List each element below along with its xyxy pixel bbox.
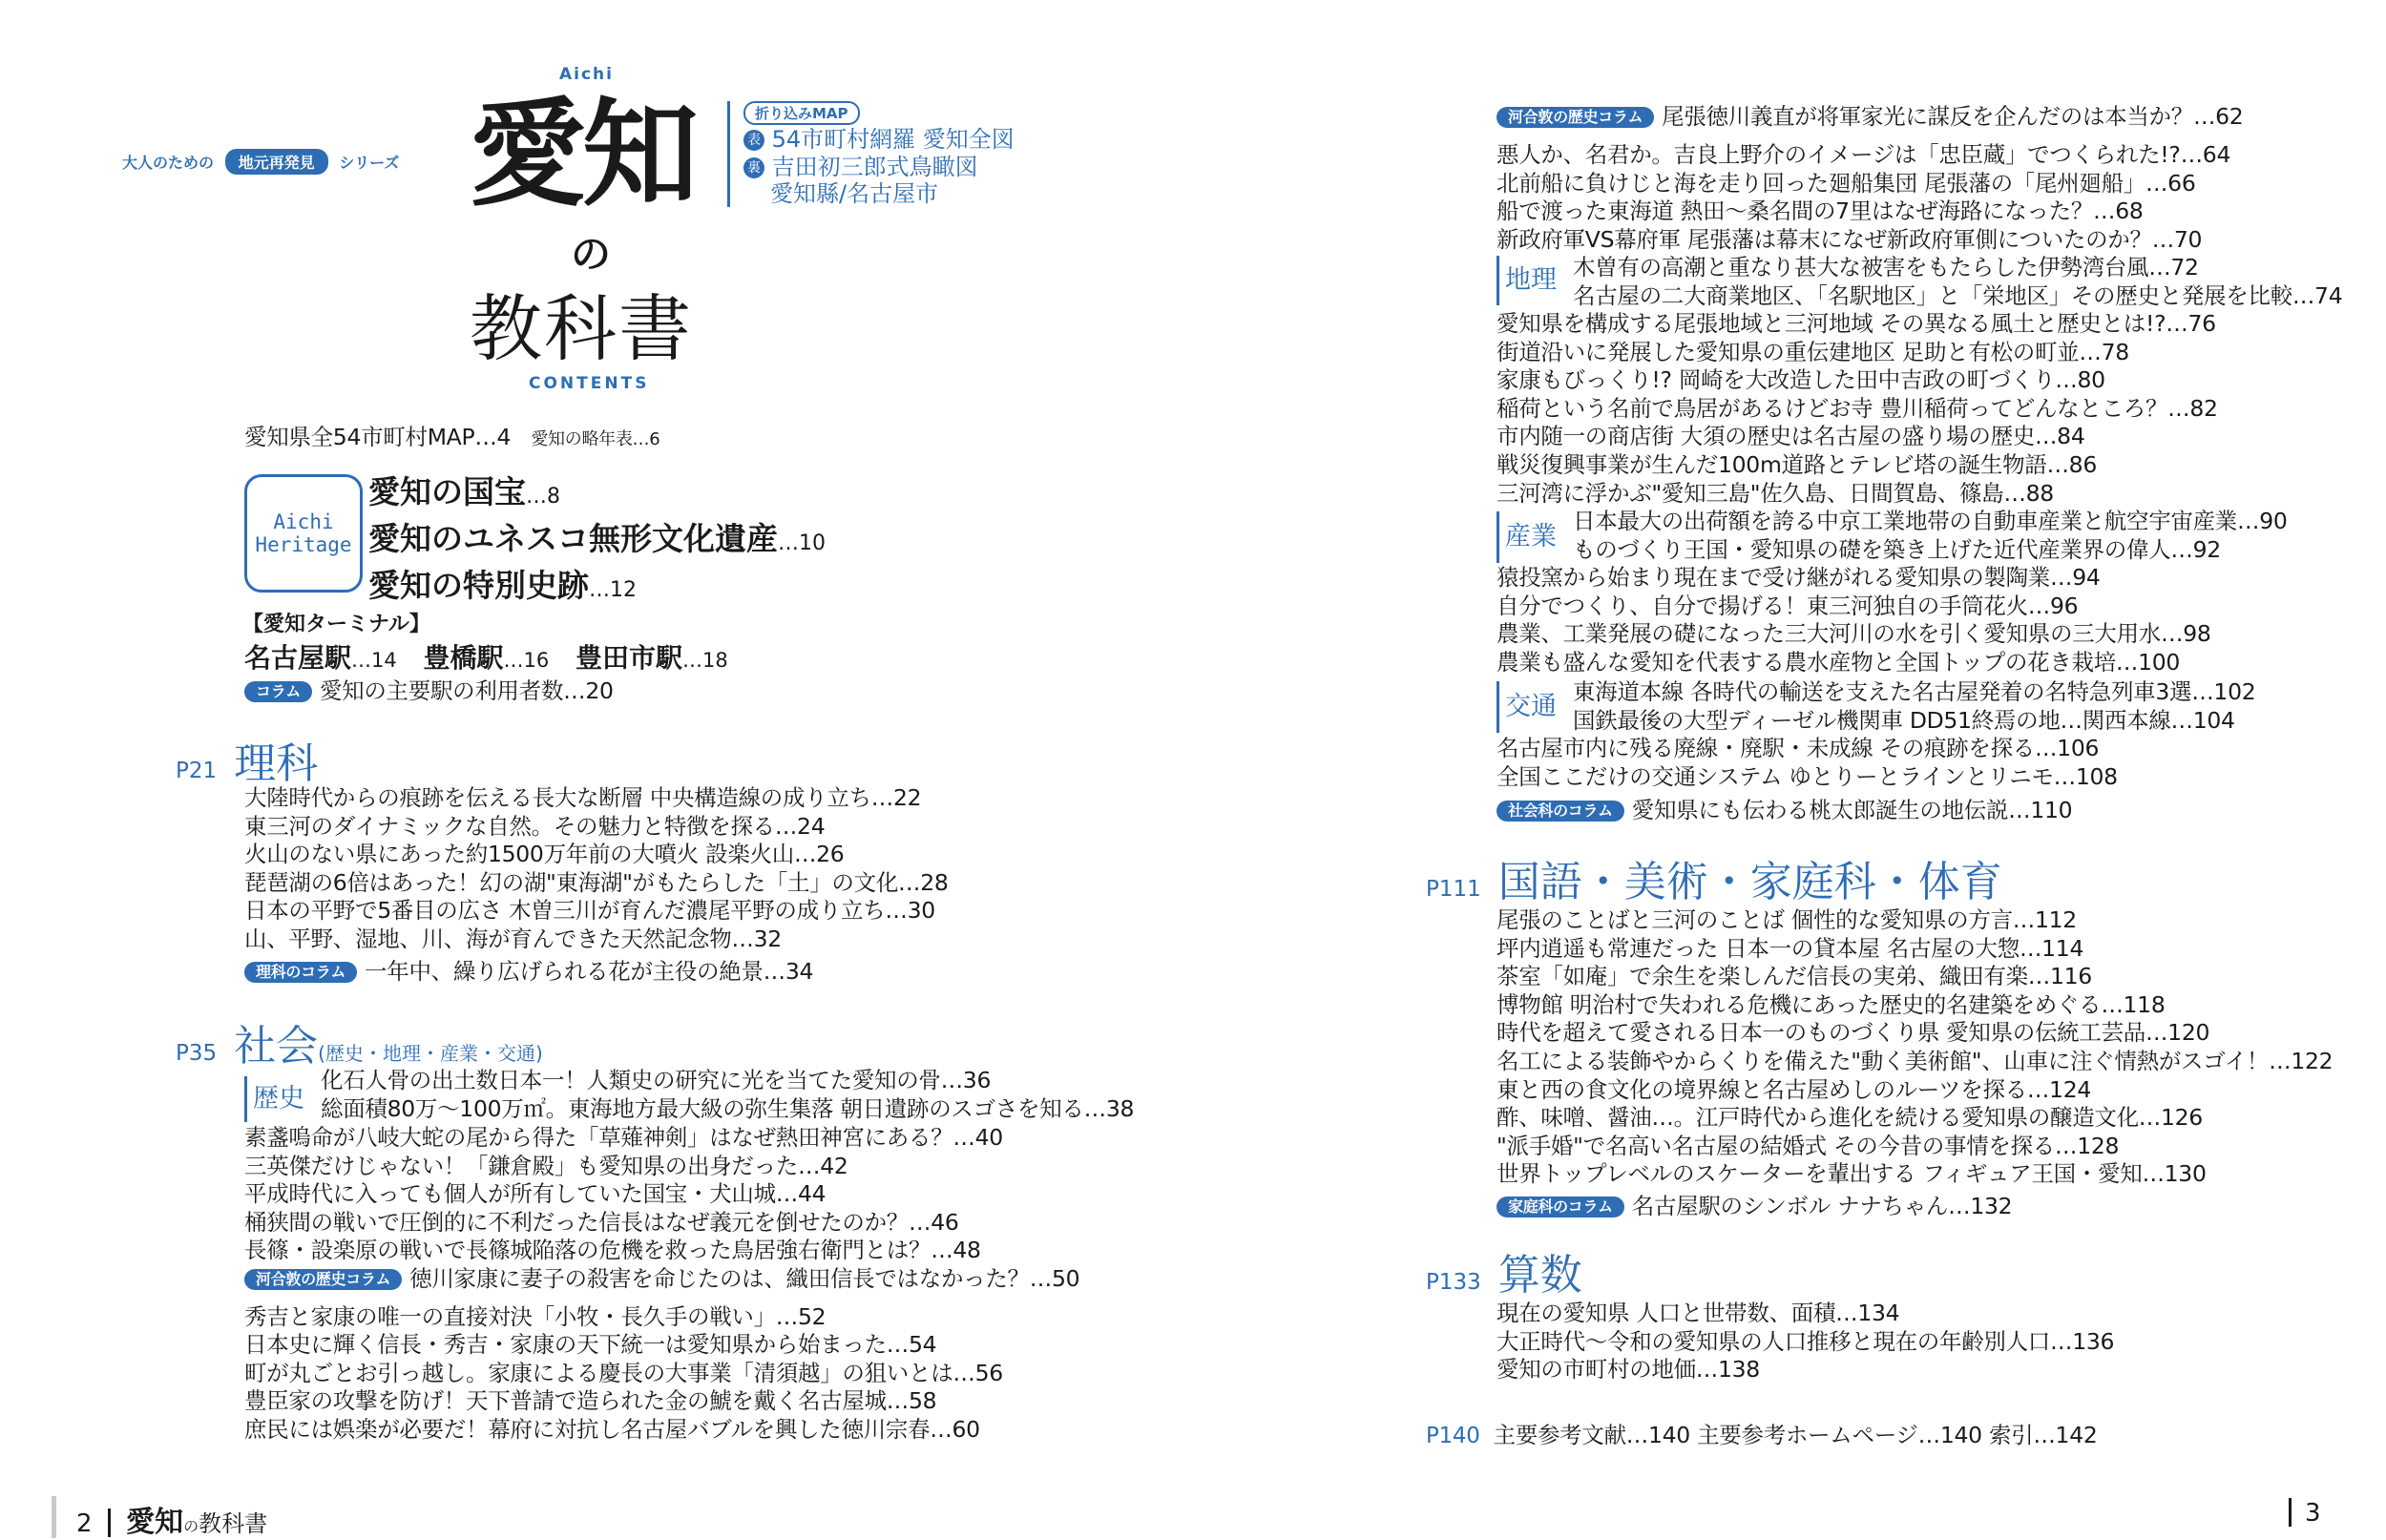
column-badge: 家庭科のコラム (1496, 1197, 1624, 1217)
toc-item[interactable]: 農業、工業発展の礎になった三大河川の水を引く愛知県の三大用水…98 (1496, 620, 2211, 648)
history-list-right (1496, 141, 2230, 254)
column-text: 徳川家康に妻子の殺害を命じたのは、織田信長ではなかった？…50 (409, 1264, 1080, 1292)
toc-item[interactable]: 博物館 明治村で失われる危機にあった歴史的名建築をめぐる…118 (1496, 990, 2166, 1018)
right-page-footer (2289, 1498, 2321, 1528)
toc-item[interactable]: 市内随一の商店街 大須の歴史は名古屋の盛り場の歴史…84 (1496, 423, 2085, 450)
toc-item[interactable]: 大正時代～令和の愛知県の人口推移と現在の年齢別人口…136 (1496, 1327, 2115, 1355)
column-badge: 河合敦の歴史コラム (244, 1269, 402, 1290)
transport-list-a (1573, 678, 2255, 735)
right-history-column[interactable] (1496, 103, 2243, 132)
industry-list-a (1573, 508, 2288, 564)
section-title: 算数 (1497, 1251, 1582, 1300)
toc-item[interactable]: 街道沿いに発展した愛知県の重伝建地区 足助と有松の町並…78 (1496, 338, 2129, 365)
terminal-name: 豊田市駅 (576, 642, 683, 674)
map-item-text: 愛知縣/名古屋市 (770, 180, 939, 207)
series-badge: 地元再発見 (225, 149, 328, 175)
toc-item[interactable]: ものづくり王国・愛知県の礎を築き上げた近代産業界の偉人…92 (1573, 535, 2221, 563)
toc-item[interactable]: 町が丸ごとお引っ越し。家康による慶長の大事業「清須越」の狙いとは…56 (244, 1359, 1003, 1386)
toc-item[interactable]: 素盞嗚命が八岐大蛇の尾から得た「草薙神剣」はなぜ熱田神宮にある？…40 (244, 1124, 1003, 1151)
toc-item[interactable]: 稲荷という名前で鳥居があるけどお寺 豊川稲荷ってどんなところ？…82 (1496, 394, 2218, 422)
history-list (321, 1067, 1134, 1123)
column-text: 一年中、繰り広げられる花が主役の絶景…34 (365, 957, 814, 985)
toc-item[interactable]: 秀吉と家康の唯一の直接対決「小牧・長久手の戦い」…52 (244, 1302, 827, 1330)
toc-item[interactable]: 豊臣家の攻撃を防げ！天下普請で造られた金の鯱を戴く名古屋城…58 (244, 1387, 937, 1415)
section-page: P133 (1426, 1270, 1481, 1295)
toc-item[interactable]: 琵琶湖の6倍はあった！幻の湖"東海湖"がもたらした「土」の文化…28 (244, 868, 949, 896)
heritage-box-line2: Heritage (255, 533, 352, 556)
map-mark-back: 裏 (743, 157, 764, 178)
title-romaji: Aichi (559, 65, 614, 84)
toc-item[interactable]: 三河湾に浮かぶ"愛知三島"佐久島、日間賀島、篠島…88 (1496, 479, 2054, 507)
terminal-item[interactable] (424, 642, 550, 674)
toc-item[interactable]: 農業も盛んな愛知を代表する農水産物と全国トップの花き栽培…100 (1496, 648, 2181, 676)
footer-title-main: 愛知 (126, 1506, 184, 1539)
heritage-item[interactable] (368, 471, 826, 518)
column-badge: 河合敦の歴史コラム (1496, 107, 1654, 128)
section-math (1426, 1240, 1582, 1301)
toc-item[interactable]: 平成時代に入っても個人が所有していた国宝・犬山城…44 (244, 1180, 827, 1208)
references-text: 主要参考文献…140 主要参考ホームページ…140 索引…142 (1493, 1422, 2098, 1448)
toc-item[interactable]: 北前船に負けじと海を走り回った廻船集団 尾張藩の「尾州廻船」…66 (1496, 169, 2196, 197)
section-subtitle: (歴史・地理・産業・交通) (318, 1042, 543, 1065)
toc-item[interactable]: 家康もびっくり!? 岡崎を大改造した田中吉政の町づくり…80 (1496, 366, 2105, 394)
section-social (176, 1011, 543, 1072)
geo-list-b (1496, 310, 2218, 508)
heritage-box (244, 474, 363, 593)
column-text: 愛知の主要駅の利用者数…20 (319, 677, 614, 704)
footer-title-sub: 教科書 (199, 1510, 268, 1537)
series-prefix: 大人のための (122, 154, 215, 172)
heritage-title: 愛知の特別史跡 (368, 567, 589, 604)
book-title-sub: 教科書 (470, 286, 693, 371)
toc-item[interactable]: 世界トップレベルのスケーターを輩出する フィギュア王国・愛知…130 (1496, 1160, 2207, 1188)
toc-item[interactable]: 自分でつくり、自分で揚げる！東三河独自の手筒花火…96 (1496, 592, 2079, 619)
toc-item[interactable]: 時代を超えて愛される日本一のものづくり県 愛知県の伝統工芸品…120 (1496, 1019, 2210, 1047)
map-item (743, 125, 1058, 154)
book-title-main: 愛知 (470, 87, 695, 222)
toc-item[interactable]: 東と西の食文化の境界線と名古屋めしのルーツを探る…124 (1496, 1075, 2092, 1103)
toc-item[interactable]: 名古屋市内に残る廃線・廃駅・未成線 その痕跡を探る…106 (1496, 735, 2100, 761)
toc-item[interactable]: 東海道本線 各時代の輸送を支えた名古屋発着の名特急列車3選…102 (1573, 678, 2256, 705)
toc-item[interactable]: 全国ここだけの交通システム ゆとりーとラインとリニモ…108 (1496, 762, 2118, 790)
category-industry: 産業 (1496, 511, 1557, 563)
transport-list-b (1496, 735, 2118, 825)
section-title: 社会 (234, 1022, 319, 1071)
geo-list-a (1573, 254, 2342, 310)
terminal-name: 豊橋駅 (423, 642, 504, 674)
toc-item[interactable]: "派手婚"で名高い名古屋の結婚式 その今昔の事情を探る…128 (1496, 1132, 2120, 1159)
heritage-item[interactable] (368, 565, 826, 612)
toc-item[interactable]: 総面積80万～100万㎡。東海地方最大級の弥生集落 朝日遺跡のスゴさを知る…38 (321, 1094, 1135, 1122)
toc-item[interactable]: 日本最大の出荷額を誇る中京工業地帯の自動車産業と航空宇宙産業…90 (1573, 508, 2288, 534)
toc-item[interactable]: 日本の平野で5番目の広さ 木曽三川が育んだ濃尾平野の成り立ち…30 (244, 897, 935, 925)
section-page: P111 (1426, 877, 1481, 902)
map-item (743, 154, 1058, 180)
map-item-text: 54市町村網羅 愛知全図 (771, 126, 1015, 153)
industry-list-b (1496, 564, 2211, 676)
science-list (244, 784, 949, 986)
toc-item[interactable]: 桶狭間の戦いで圧倒的に不利だった信長はなぜ義元を倒せたのか？…46 (244, 1208, 959, 1236)
page-number-right: 3 (2305, 1499, 2321, 1528)
category-transport: 交通 (1496, 681, 1557, 733)
math-list (1496, 1300, 2114, 1384)
social-column-line[interactable] (1496, 797, 2118, 825)
section-page: P21 (176, 759, 218, 783)
column-text: 尾張徳川義直が将軍家光に謀反を企んだのは本当か？…62 (1662, 103, 2244, 130)
column-badge: コラム (244, 681, 312, 702)
heritage-page: …10 (778, 531, 826, 555)
arts-list (1496, 906, 2333, 1221)
map-badge: 折り込みMAP (743, 101, 860, 125)
arts-column-line[interactable] (1496, 1193, 2333, 1221)
map-mark-front: 表 (743, 130, 764, 151)
map-item-text: 吉田初三郎式鳥瞰図 (771, 154, 978, 180)
toc-item[interactable]: 船で渡った東海道 熱田～桑名間の7里はなぜ海路になった？…68 (1496, 198, 2144, 225)
toc-item[interactable]: 愛知の市町村の地価…138 (1496, 1356, 1760, 1384)
category-history: 歴史 (244, 1076, 304, 1122)
terminal-name: 名古屋駅 (244, 642, 352, 674)
footer-divider (2289, 1498, 2292, 1527)
toc-item[interactable]: 東三河のダイナミックな自然。その魅力と特徴を探る…24 (244, 812, 826, 840)
toc-item[interactable]: 名工による装飾やからくりを備えた"動く美術館"、山車に注ぐ情熱がスゴイ！…122 (1496, 1047, 2334, 1074)
toc-item[interactable]: 長篠・設楽原の戦いで長篠城陥落の危機を救った鳥居強右衛門とは？…48 (244, 1237, 981, 1264)
toc-item[interactable]: 愛知県を構成する尾張地域と三河地域 その異なる風土と歴史とは!?…76 (1496, 310, 2216, 337)
toc-item[interactable]: 悪人か、名君か。吉良上野介のイメージは「忠臣蔵」でつくられた!?…64 (1496, 141, 2231, 168)
terminal-page: …16 (503, 649, 550, 672)
section-science (176, 729, 318, 790)
terminal-item[interactable] (576, 642, 728, 674)
heritage-item[interactable] (368, 518, 826, 565)
toc-item[interactable]: 猿投窯から始まり現在まで受け継がれる愛知県の製陶業…94 (1496, 564, 2101, 591)
page-number-left: 2 (76, 1509, 93, 1538)
science-column-line[interactable] (244, 958, 949, 987)
toc-item[interactable]: 化石人骨の出土数日本一！人類史の研究に光を当てた愛知の骨…36 (321, 1067, 992, 1093)
section-title: 国語・美術・家庭科・体育 (1497, 858, 2002, 906)
terminal-item[interactable] (244, 642, 397, 674)
terminal-page: …14 (351, 649, 397, 672)
book-title-no: の (571, 231, 612, 278)
terminal-page: …18 (682, 649, 728, 672)
toc-item[interactable]: 木曽有の高潮と重なり甚大な被害をもたらした伊勢湾台風…72 (1573, 254, 2199, 281)
toc-item[interactable]: 大陸時代からの痕跡を伝える長大な断層 中央構造線の成り立ち…22 (244, 784, 922, 811)
toc-item[interactable]: 火山のない県にあった約1500万年前の大噴火 設楽火山…26 (244, 841, 845, 868)
column-badge: 社会科のコラム (1496, 801, 1624, 822)
contents-label: CONTENTS (529, 374, 650, 393)
column-text: 名古屋駅のシンボル ナナちゃん…132 (1631, 1192, 2013, 1219)
footer-divider (108, 1509, 111, 1537)
category-geography: 地理 (1496, 256, 1557, 305)
column-line[interactable] (244, 677, 614, 706)
history-list-cont (244, 1124, 1079, 1445)
references-line[interactable] (1426, 1422, 2098, 1451)
column-badge: 理科のコラム (244, 962, 357, 983)
toc-item[interactable]: 庶民には娯楽が必要だ！幕府に対抗し名古屋バブルを興した徳川宗春…60 (244, 1415, 980, 1443)
column-text: 愛知県にも伝わる桃太郎誕生の地伝説…110 (1631, 797, 2073, 824)
intro-chronology-link[interactable]: 愛知の略年表…6 (531, 429, 660, 449)
terminal-label: 【愛知ターミナル】 (242, 613, 430, 636)
terminal-list (244, 637, 728, 676)
toc-item[interactable]: 坪内逍遥も常連だった 日本一の貸本屋 名古屋の大惣…114 (1496, 934, 2084, 962)
map-block (727, 101, 1058, 207)
left-page-edge (52, 1496, 56, 1538)
left-page-footer (76, 1498, 267, 1540)
map-item (743, 180, 1058, 207)
section-page: P35 (176, 1041, 218, 1066)
toc-item[interactable]: 戦災復興事業が生んだ100m道路とテレビ塔の誕生物語…86 (1496, 450, 2097, 478)
heritage-list (368, 471, 826, 612)
toc-item[interactable]: 尾張のことばと三河のことば 個性的な愛知県の方言…112 (1496, 906, 2077, 933)
heritage-title: 愛知のユネスコ無形文化遺産 (368, 520, 778, 557)
heritage-box-line1: Aichi (273, 510, 334, 533)
series-suffix: シリーズ (339, 154, 400, 172)
toc-item[interactable]: 酢、味噌、醤油…。江戸時代から進化を続ける愛知県の醸造文化…126 (1496, 1104, 2203, 1132)
history-column-line[interactable] (244, 1265, 1079, 1294)
heritage-title: 愛知の国宝 (368, 473, 526, 510)
toc-item[interactable]: 現在の愛知県 人口と世帯数、面積…134 (1496, 1300, 1900, 1326)
toc-item[interactable]: 山、平野、湿地、川、海が育んできた天然記念物…32 (244, 925, 782, 952)
series-label (122, 149, 399, 175)
references-page: P140 (1426, 1424, 1480, 1448)
toc-item[interactable]: 国鉄最後の大型ディーゼル機関車 DD51終焉の地…関西本線…104 (1573, 706, 2235, 734)
intro-map-link[interactable]: 愛知県全54市町村MAP…4 (244, 424, 512, 450)
toc-item[interactable]: 新政府軍VS幕府軍 尾張藩は幕末になぜ新政府軍側についたのか？…70 (1496, 225, 2203, 253)
toc-item[interactable]: 日本史に輝く信長・秀吉・家康の天下統一は愛知県から始まった…54 (244, 1331, 937, 1359)
heritage-page: …12 (589, 578, 637, 602)
section-arts (1426, 847, 2002, 908)
footer-title-no: の (183, 1517, 199, 1535)
toc-item[interactable]: 名古屋の二大商業地区、「名駅地区」と「栄地区」その歴史と発展を比較…74 (1573, 281, 2343, 309)
intro-map-line (244, 424, 659, 454)
toc-item[interactable]: 茶室「如庵」で余生を楽しんだ信長の実弟、織田有楽…116 (1496, 963, 2092, 990)
heritage-page: …8 (526, 485, 560, 509)
toc-item[interactable]: 三英傑だけじゃない！「鎌倉殿」も愛知県の出身だった…42 (244, 1152, 848, 1179)
section-title: 理科 (234, 739, 319, 788)
